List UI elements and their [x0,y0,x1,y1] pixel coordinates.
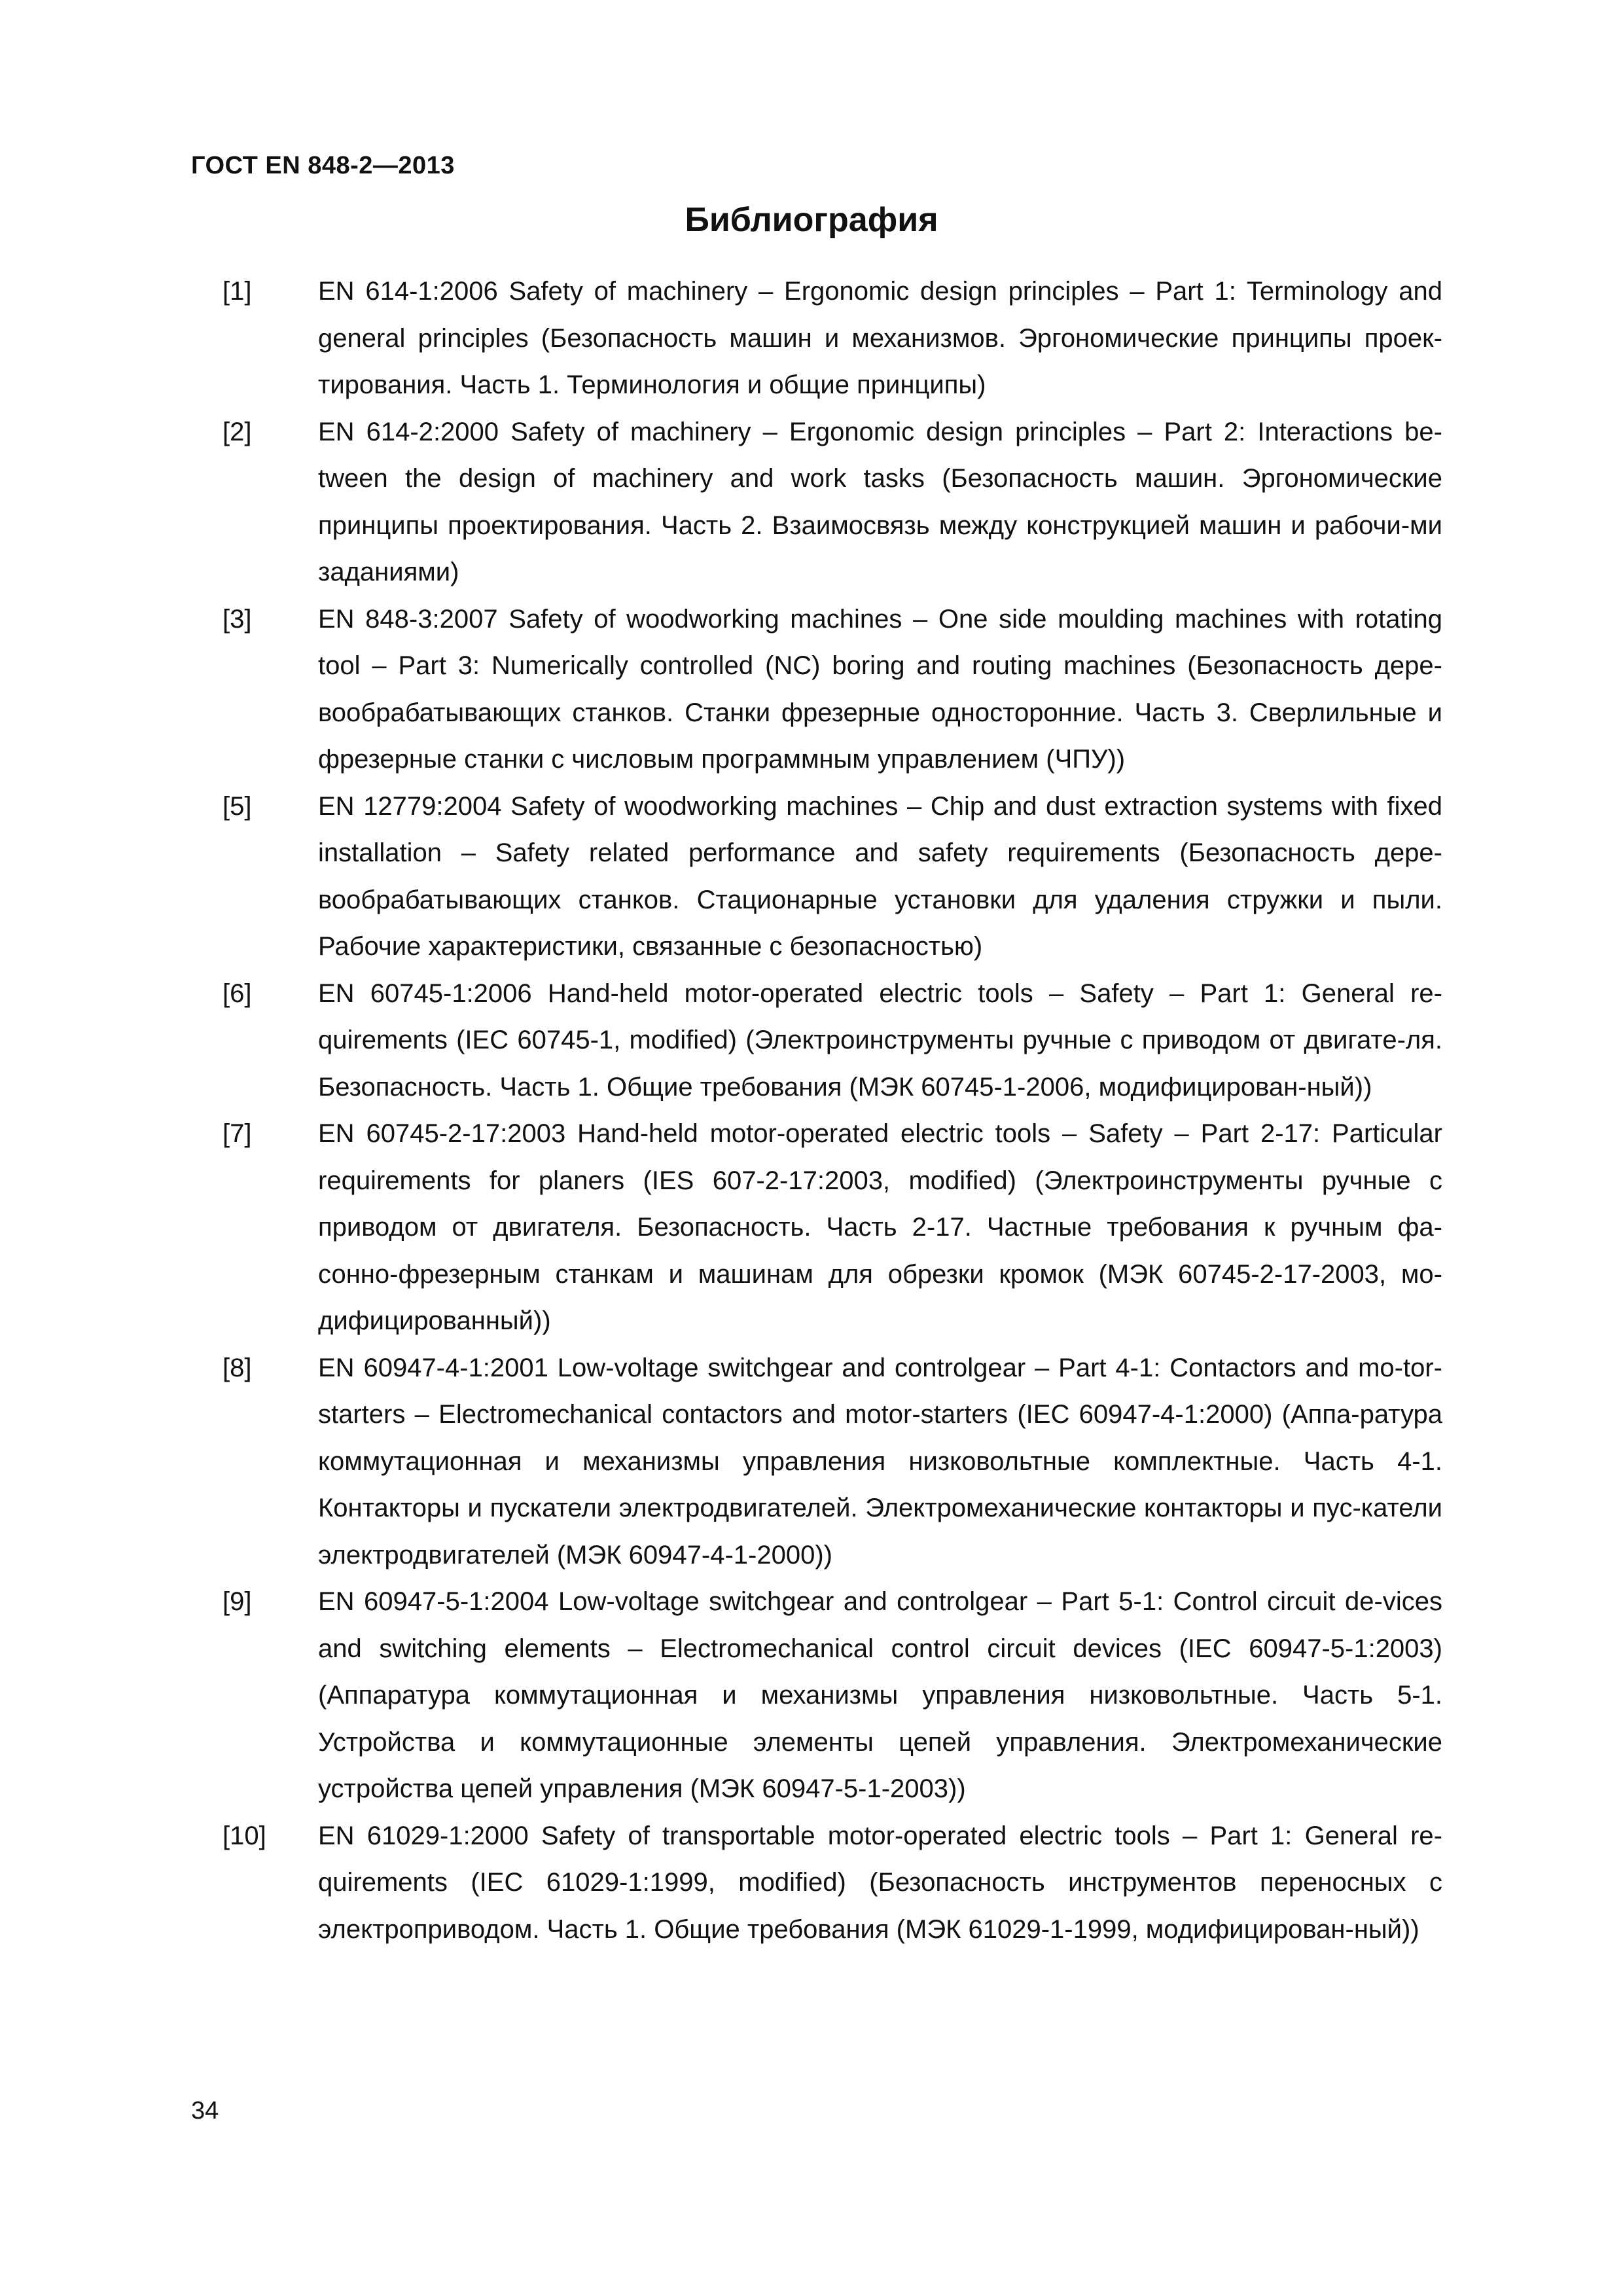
bibliography-entry [191,971,1442,1111]
entry-number: [8] [223,1353,252,1382]
entry-text: EN 60745-2-17:2003 Hand-held motor-operated electric tools – Safety – Part 2-17: Particular requirements for planers (IES 607-2-17:2003, modified) (Электроинструменты ручные с приводом от двигателя. Безопасность. Часть 2-17. Частные требования к ручным фа-сонно-фрезерным станкам и машинам для обрезки кромок (МЭК 60745-2-17-2003, мо-дифицированный)) [318,1119,1442,1335]
bibliography-entry [191,268,1442,409]
entry-number: [10] [223,1821,266,1850]
entry-text: EN 614-1:2006 Safety of machinery – Ergonomic design principles – Part 1: Terminology and general principles (Безопасность машин и механизмов. Эргономические принципы проек-тирования. Часть 1. Терминология и общие принципы) [318,277,1442,399]
bibliography-entry [191,783,1442,971]
bibliography-entry [191,1345,1442,1579]
entry-text: EN 61029-1:2000 Safety of transportable motor-operated electric tools – Part 1: General re-quirements (IEC 61029-1:1999, modified) (Безопасность инструментов переносных с электроприводом. Часть 1. Общие требования (МЭК 61029-1-1999, модифицирован-ный)) [318,1821,1442,1944]
entry-text: EN 614-2:2000 Safety of machinery – Ergonomic design principles – Part 2: Interactions be-tween the design of machinery and work tasks (Безопасность машин. Эргономические принципы проектирования. Часть 2. Взаимосвязь между конструкцией машин и рабочи-ми заданиями) [318,417,1442,586]
entry-number: [2] [223,417,252,446]
page-title: Библиография [685,201,938,239]
entry-number: [1] [223,277,252,306]
bibliography-entry [191,596,1442,783]
entry-text: EN 60947-4-1:2001 Low-voltage switchgear and controlgear – Part 4-1: Contactors and mo-tor-starters – Electromechanical contactors and motor-starters (IEC 60947-4-1:2000) (Аппа-ратура коммутационная и механизмы управления низковольтные комплектные. Часть 4-1. Контакторы и пускатели электродвигателей. Электромеханические контакторы и пус-катели электродвигателей (МЭК 60947-4-1-2000)) [318,1353,1442,1570]
bibliography-entry [191,409,1442,596]
entry-number: [5] [223,791,252,821]
entry-number: [6] [223,978,252,1008]
bibliography-entry [191,1111,1442,1345]
entry-number: [7] [223,1119,252,1148]
page-number: 34 [191,2097,219,2125]
entry-text: EN 60745-1:2006 Hand-held motor-operated electric tools – Safety – Part 1: General re-quirements (IEC 60745-1, modified) (Электроинструменты ручные с приводом от двигате-ля. Безопасность. Часть 1. Общие требования (МЭК 60745-1-2006, модифицирован-ный)) [318,978,1442,1102]
entry-text: EN 12779:2004 Safety of woodworking machines – Chip and dust extraction systems with fixed installation – Safety related performance and safety requirements (Безопасность дере-вообрабатывающих станков. Стационарные установки для удаления стружки и пыли. Рабочие характеристики, связанные с безопасностью) [318,791,1442,961]
entry-number: [3] [223,604,252,634]
document-code-header: ГОСТ EN 848-2—2013 [191,152,455,179]
entry-text: EN 60947-5-1:2004 Low-voltage switchgear and controlgear – Part 5-1: Control circuit de-vices and switching elements – Electromechanical control circuit devices (IEC 60947-5-1:2003) (Аппаратура коммутационная и механизмы управления низковольтные. Часть 5-1. Устройства и коммутационные элементы цепей управления. Электромеханические устройства цепей управления (МЭК 60947-5-1-2003)) [318,1587,1442,1803]
bibliography-entry [191,1579,1442,1813]
bibliography-entry [191,1813,1442,1954]
bibliography-list [191,268,1442,1953]
entry-text: EN 848-3:2007 Safety of woodworking machines – One side moulding machines with rotating tool – Part 3: Numerically controlled (NC) boring and routing machines (Безопасность дере-вообрабатывающих станков. Станки фрезерные односторонние. Часть 3. Сверлильные и фрезерные станки с числовым программным управлением (ЧПУ)) [318,604,1442,774]
entry-number: [9] [223,1587,252,1616]
